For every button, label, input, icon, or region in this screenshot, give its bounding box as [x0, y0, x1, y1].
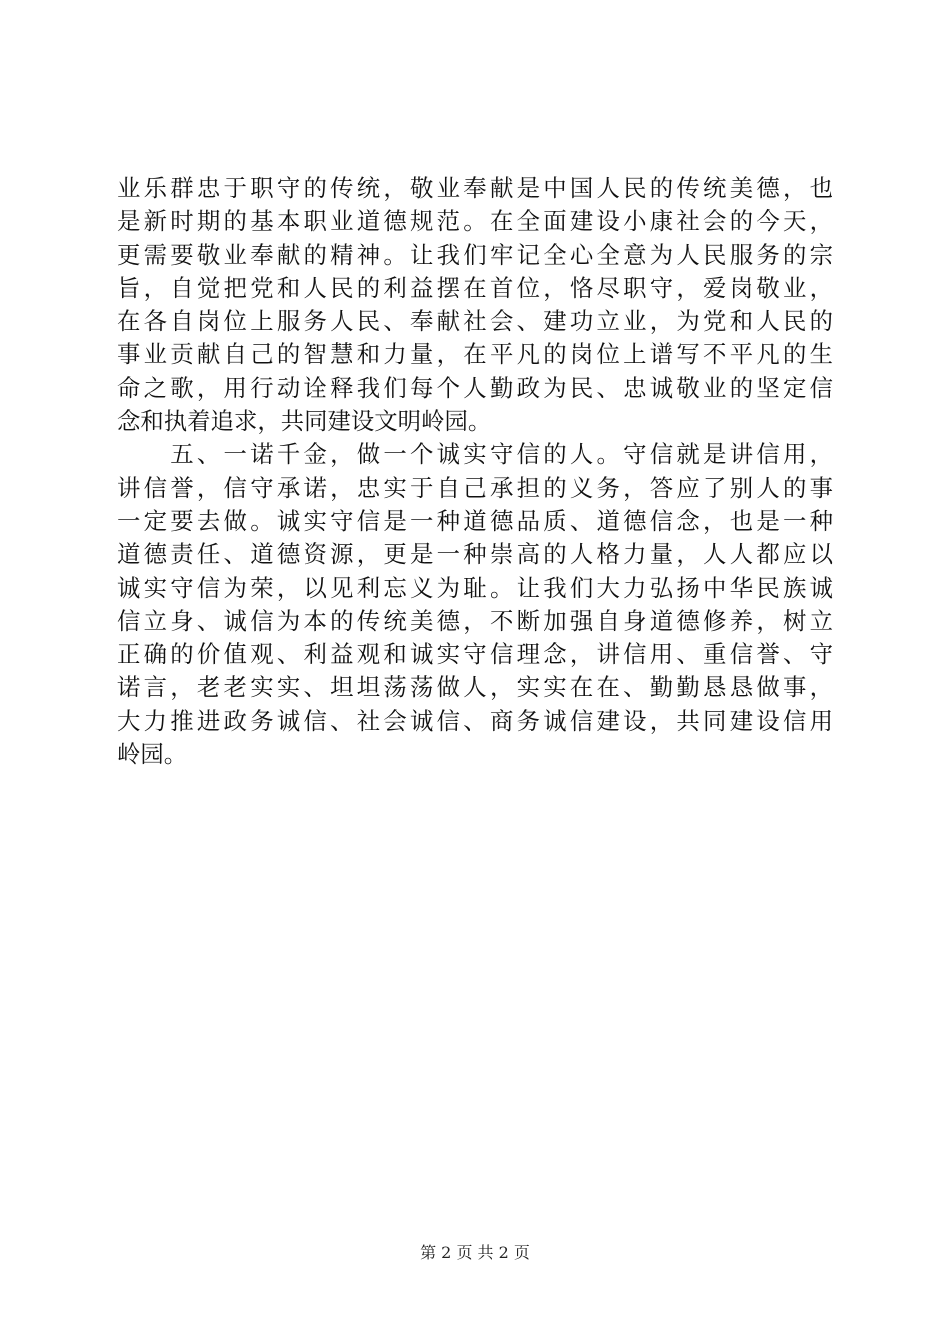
- text-line: 业乐群忠于职守的传统，敬业奉献是中国人民的传统美德，也: [117, 174, 833, 202]
- text-line: 正确的价值观、利益观和诚实守信理念，讲信用、重信誉、守: [117, 640, 833, 669]
- text-line: 命之歌，用行动诠释我们每个人勤政为民、忠诚敬业的坚定信: [117, 373, 833, 402]
- text-line: 更需要敬业奉献的精神。让我们牢记全心全意为人民服务的宗: [117, 240, 833, 269]
- text-line: 是新时期的基本职业道德规范。在全面建设小康社会的今天，: [117, 207, 833, 236]
- text-line: 念和执着追求，共同建设文明岭园。: [117, 407, 492, 436]
- text-line: 旨，自觉把党和人民的利益摆在首位，恪尽职守，爱岗敬业，: [117, 273, 833, 302]
- text-line: 在各自岗位上服务人民、奉献社会、建功立业，为党和人民的: [117, 307, 833, 336]
- text-line: 信立身、诚信为本的传统美德，不断加强自身道德修养，树立: [117, 606, 833, 635]
- text-line: 五、一诺千金，做一个诚实守信的人。守信就是讲信用，: [117, 440, 833, 469]
- text-line: 道德责任、道德资源，更是一种崇高的人格力量，人人都应以: [117, 540, 833, 569]
- text-line: 大力推进政务诚信、社会诚信、商务诚信建设，共同建设信用: [117, 706, 833, 735]
- text-line: 诺言，老老实实、坦坦荡荡做人，实实在在、勤勤恳恳做事，: [117, 673, 833, 702]
- text-line: 一定要去做。诚实守信是一种道德品质、道德信念，也是一种: [117, 506, 833, 535]
- page-number-footer: 第 2 页 共 2 页: [420, 1243, 530, 1262]
- text-line: 讲信誉，信守承诺，忠实于自己承担的义务，答应了别人的事: [117, 473, 833, 502]
- text-line: 诚实守信为荣，以见利忘义为耻。让我们大力弘扬中华民族诚: [117, 573, 833, 602]
- text-line: 事业贡献自己的智慧和力量，在平凡的岗位上谱写不平凡的生: [117, 340, 833, 369]
- text-line: 岭园。: [117, 740, 188, 769]
- body-text: [117, 172, 833, 771]
